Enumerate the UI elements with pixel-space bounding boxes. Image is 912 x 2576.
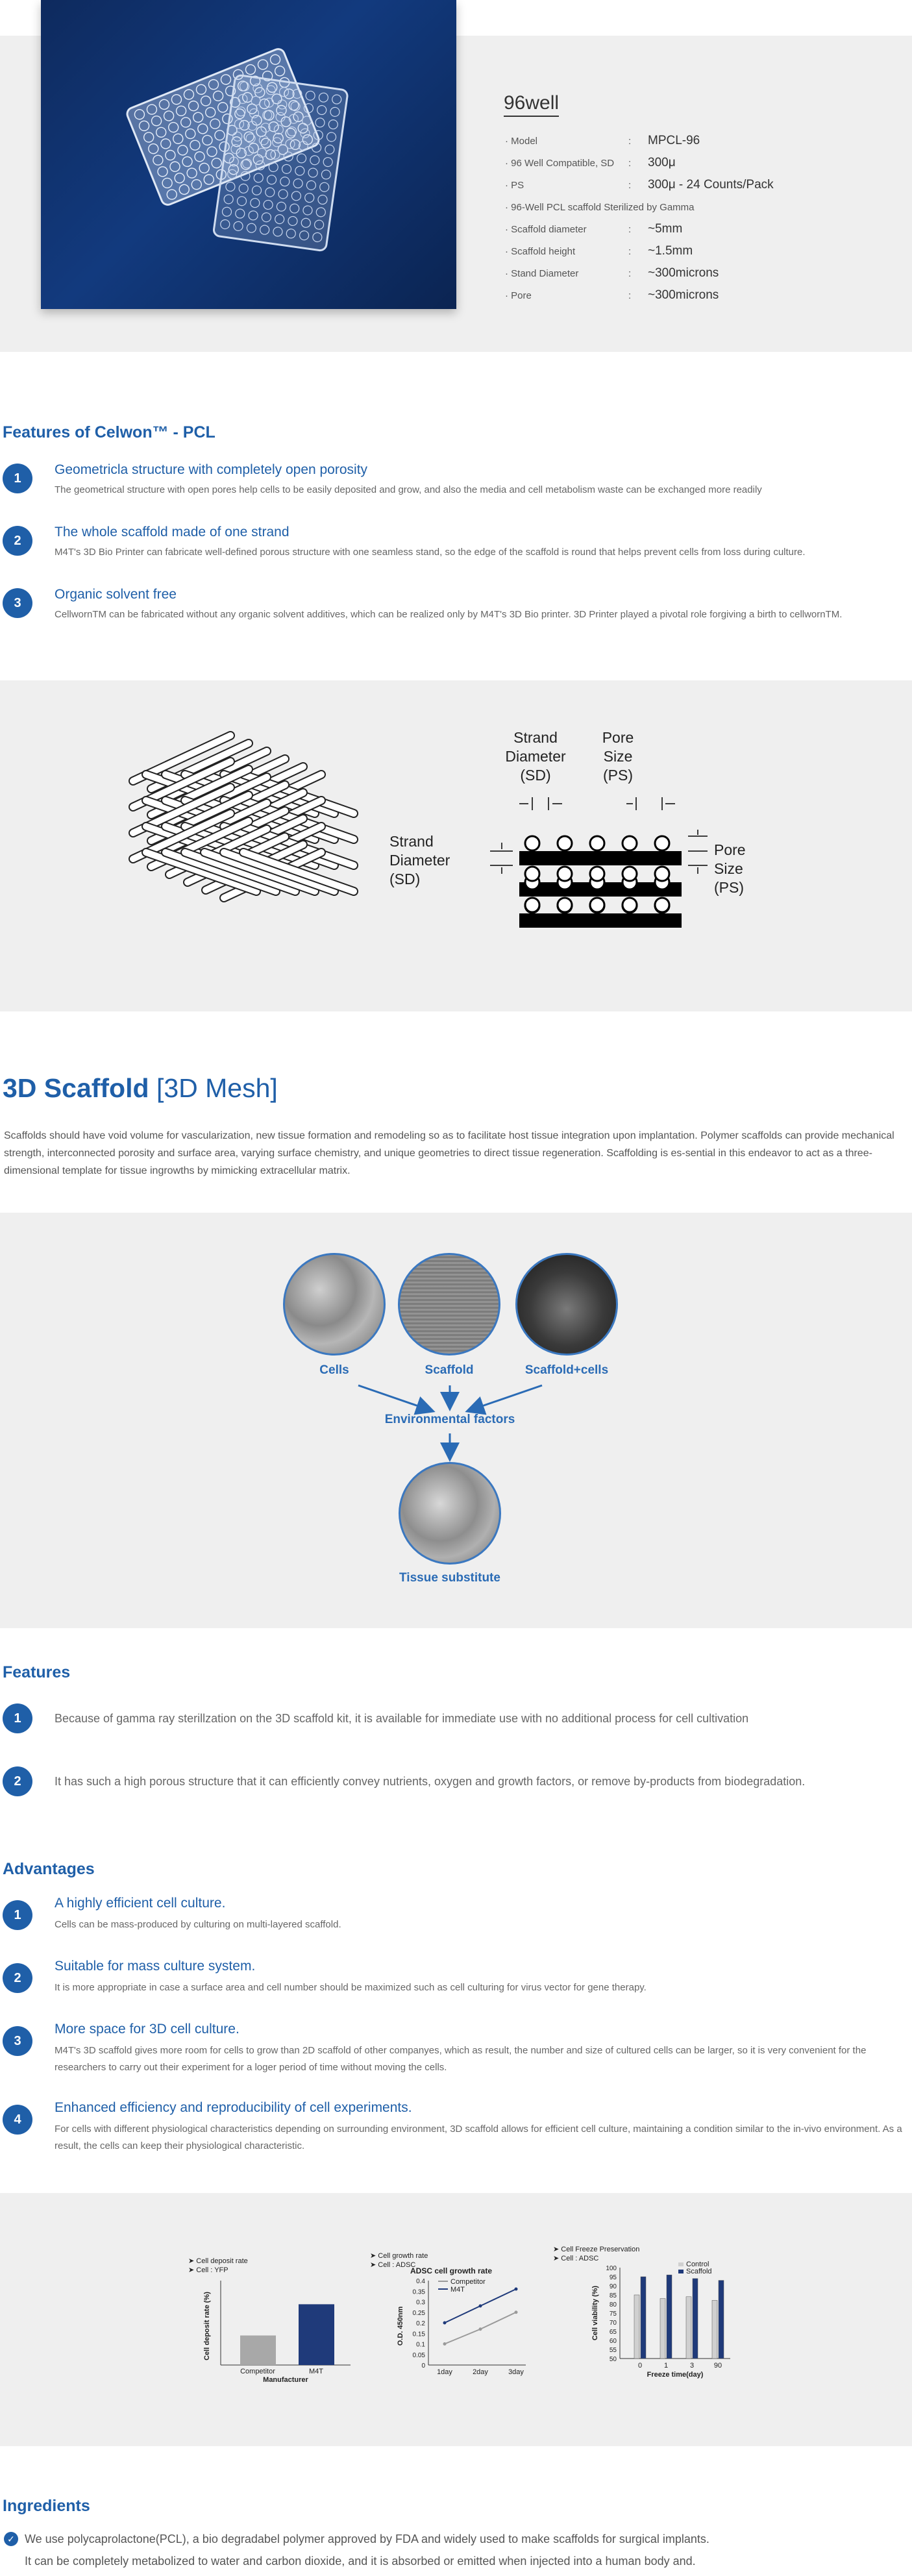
chart3-note: ➤ Cell : ADSC bbox=[553, 2255, 599, 2262]
chart1-category: M4T bbox=[309, 2368, 323, 2375]
advantage-description: For cells with different physiological characteristics depending on surrounding environment, 3D scaffold allows for efficient cell culture, maintaining a condition similar to the in-vivo environment. As a result, the cells can keep their physiological characteristic. bbox=[55, 2124, 902, 2151]
chart3-ytick: 65 bbox=[609, 2329, 617, 2336]
env-factors-label: Environmental factors bbox=[384, 1413, 515, 1426]
spec-row bbox=[505, 262, 719, 284]
advantage-description: M4T's 3D scaffold gives more room for cells to grow than 2D scaffold of other companyes, which as result, the number and size of cultured cells can be larger, so it is very convenient for the researchers to carry out their experiment for a loger period of time without moving the cells. bbox=[55, 2045, 867, 2073]
chart1-ylabel: Cell deposit rate (%) bbox=[203, 2292, 211, 2360]
spec-label: · Pore bbox=[505, 290, 532, 301]
chart3-bar bbox=[719, 2281, 724, 2359]
feature-description: CellwornTM can be fabricated without any organic solvent additives, which can be realized only by M4T's 3D Bio printer. 3D Printer played a pivotal role forgiving a birth to cellwornTM. bbox=[55, 609, 843, 620]
chart2-legend: M4T bbox=[450, 2286, 465, 2294]
spec-value: 300μ bbox=[648, 156, 676, 169]
advantage-number-badge: 3 bbox=[3, 2026, 32, 2056]
feature-number-badge: 1 bbox=[3, 1703, 32, 1733]
spec-label: · Scaffold diameter bbox=[505, 223, 587, 235]
advantage-title: A highly efficient cell culture. bbox=[55, 1896, 226, 1911]
spec-label: · 96-Well PCL scaffold Sterilized by Gamma bbox=[505, 201, 695, 213]
chart3-xlabel: Freeze time(day) bbox=[647, 2371, 704, 2379]
spec-label: · Model bbox=[505, 135, 538, 147]
tissue-label: Tissue substitute bbox=[399, 1571, 500, 1585]
features-pcl-heading: Features of Celwon™ - PCL bbox=[3, 423, 216, 441]
chart3-bar bbox=[693, 2279, 698, 2359]
step-number-badge: 3 bbox=[3, 588, 32, 618]
chart3-ytick: 55 bbox=[609, 2347, 617, 2354]
chart3-ytick: 80 bbox=[609, 2301, 617, 2309]
spec-colon: : bbox=[628, 135, 632, 147]
advantage-description: Cells can be mass-produced by culturing on multi-layered scaffold. bbox=[55, 1919, 341, 1930]
chart2-ytick: 0.2 bbox=[416, 2320, 425, 2327]
chart3-ylabel: Cell viability (%) bbox=[591, 2285, 599, 2341]
chart3-category: 90 bbox=[713, 2362, 722, 2370]
feature-text: Because of gamma ray sterillzation on the 3D scaffold kit, it is available for immediate use with no additional process for cell cultivation bbox=[55, 1712, 749, 1725]
chart3-bar bbox=[641, 2277, 646, 2359]
step-number-badge: 2 bbox=[3, 526, 32, 556]
chart3-bar bbox=[686, 2297, 691, 2359]
spec-value: ~300microns bbox=[648, 288, 719, 302]
chart2-category: 1day bbox=[437, 2368, 452, 2376]
chart3-note: ➤ Cell Freeze Preservation bbox=[553, 2246, 640, 2253]
cross-section-illustration bbox=[490, 797, 708, 928]
features-heading: Features bbox=[3, 1663, 71, 1681]
tissue-image bbox=[399, 1462, 501, 1565]
spec-row bbox=[505, 130, 700, 152]
spec-colon: : bbox=[628, 223, 632, 235]
spec-value: MPCL-96 bbox=[648, 134, 700, 147]
ingredients-line-1: We use polycaprolactone(PCL), a bio degradabel polymer approved by FDA and widely used to make scaffolds for surgical implants. bbox=[25, 2533, 709, 2545]
chart2-point bbox=[479, 2305, 482, 2308]
diagram-label-sd-left: Strand Diameter (SD) bbox=[389, 833, 450, 887]
chart3-category: 1 bbox=[663, 2362, 669, 2370]
chart1-note: ➤ Cell deposit rate bbox=[188, 2257, 248, 2265]
chart2-point bbox=[515, 2310, 518, 2314]
product-photo bbox=[41, 0, 456, 309]
well-plate-image bbox=[41, 0, 456, 309]
chart2-point bbox=[443, 2322, 447, 2325]
spec-label: · 96 Well Compatible, SD bbox=[505, 157, 615, 169]
advantage-title: Enhanced efficiency and reproducibility of cell experiments. bbox=[55, 2100, 412, 2115]
scaffold-structure-diagram bbox=[0, 680, 912, 1011]
spec-value: ~1.5mm bbox=[648, 244, 693, 258]
scaffold-heading: 3D Scaffold [3D Mesh] bbox=[3, 1073, 278, 1103]
chart3-bar bbox=[660, 2299, 665, 2359]
chart3-ytick: 70 bbox=[609, 2320, 617, 2327]
chart3-ytick: 90 bbox=[609, 2283, 617, 2290]
chart3-ytick: 85 bbox=[609, 2292, 617, 2299]
chart2-ytick: 0.1 bbox=[416, 2341, 425, 2349]
chart2-ytick: 0.3 bbox=[416, 2299, 425, 2307]
chart1-note: ➤ Cell : YFP bbox=[188, 2266, 228, 2274]
strand-diagram-panel bbox=[0, 680, 912, 1011]
spec-row bbox=[505, 240, 693, 262]
spec-colon: : bbox=[628, 179, 632, 191]
spec-value: 300μ - 24 Counts/Pack bbox=[648, 178, 774, 192]
diagram-label-ps-right: Pore Size (PS) bbox=[714, 841, 746, 896]
advantage-title: Suitable for mass culture system. bbox=[55, 1959, 256, 1974]
feature-title: The whole scaffold made of one strand bbox=[55, 525, 290, 539]
chart3-legend: Scaffold bbox=[686, 2268, 712, 2275]
chart2-note: ➤ Cell growth rate bbox=[370, 2252, 428, 2260]
advantage-number-badge: 4 bbox=[3, 2105, 32, 2135]
chart3-ytick: 95 bbox=[609, 2274, 617, 2281]
chart3-bar bbox=[667, 2275, 672, 2359]
chart2-legend: Competitor bbox=[450, 2278, 486, 2286]
chart3-bar bbox=[712, 2300, 717, 2359]
feature-number-badge: 2 bbox=[3, 1766, 32, 1796]
chart1-bar bbox=[240, 2336, 276, 2366]
diagram-label-sd-top: Strand Diameter (SD) bbox=[505, 729, 566, 784]
spec-colon: : bbox=[628, 267, 632, 279]
spec-value: ~5mm bbox=[648, 222, 683, 236]
spec-row bbox=[505, 196, 695, 218]
scaffold-cells-label: Scaffold+cells bbox=[524, 1363, 609, 1377]
chart2-ytick: 0.4 bbox=[416, 2278, 425, 2285]
chart2-ylabel: O.D. 450nm bbox=[397, 2306, 404, 2346]
chart3-ytick: 75 bbox=[609, 2310, 617, 2318]
advantage-description: It is more appropriate in case a surface area and cell number should be maximized such as cell culturing for virus vector for gene therapy. bbox=[55, 1982, 647, 1993]
product-title: 96well bbox=[504, 92, 559, 117]
tissue-flow-panel bbox=[0, 1213, 912, 1628]
cells-label: Cells bbox=[319, 1363, 349, 1377]
chart3-category: 3 bbox=[689, 2362, 695, 2370]
lattice-illustration bbox=[133, 736, 354, 898]
scaffold-paragraph: Scaffolds should have void volume for vascularization, new tissue formation and remodeling so as to facilitate host tissue integration upon implantation. Polymer scaffolds can provide mechanical strength, interconnected porosity and surface area, varying surface chemistry, and unique geometries to direct tissue regeneration. Scaffolding is es-sential in this endeavor to act as a three-dimensional template for tissue ingrowths by mimicking extracellular matrix. bbox=[4, 1130, 894, 1176]
chart2-ytick: 0.25 bbox=[412, 2309, 425, 2317]
chart2-ytick: 0 bbox=[421, 2362, 425, 2370]
feature-text: It has such a high porous structure that it can efficiently convey nutrients, oxygen and growth factors, or remove by-products from biodegradation. bbox=[55, 1775, 806, 1788]
chart2-category: 3day bbox=[508, 2368, 524, 2376]
spec-label: · Stand Diameter bbox=[505, 267, 579, 279]
spec-row bbox=[505, 284, 719, 306]
ingredients-check-icon: ✓ bbox=[4, 2532, 18, 2546]
advantage-number-badge: 1 bbox=[3, 1900, 32, 1930]
advantages-heading: Advantages bbox=[3, 1860, 95, 1878]
feature-description: The geometrical structure with open pores help cells to be easily deposited and grow, and also the media and cell metabolism waste can be exchanged more readily bbox=[55, 484, 762, 495]
spec-label: · Scaffold height bbox=[505, 245, 576, 257]
chart2-ytick: 0.05 bbox=[412, 2351, 425, 2359]
charts-panel bbox=[0, 2193, 912, 2446]
chart3-ytick: 100 bbox=[606, 2265, 617, 2272]
spec-row bbox=[505, 152, 676, 174]
chart1-category: Competitor bbox=[240, 2368, 275, 2375]
chart2-point bbox=[443, 2342, 447, 2346]
charts-svg bbox=[0, 2193, 912, 2446]
feature-title: Organic solvent free bbox=[55, 587, 177, 602]
chart2-note: ➤ Cell : ADSC bbox=[370, 2261, 416, 2269]
scaffold-label: Scaffold bbox=[425, 1363, 474, 1377]
chart2-ytick: 0.35 bbox=[412, 2288, 425, 2296]
feature-description: M4T's 3D Bio Printer can fabricate well-defined porous structure with one seamless stand, so the edge of the scaffold is round that helps prevent cells from loss during culture. bbox=[55, 547, 806, 558]
spec-colon: : bbox=[628, 245, 632, 257]
chart3-category: 0 bbox=[637, 2362, 643, 2370]
advantage-number-badge: 2 bbox=[3, 1963, 32, 1993]
chart3-ytick: 50 bbox=[609, 2356, 617, 2363]
chart2-title: ADSC cell growth rate bbox=[410, 2266, 493, 2275]
chart2-point bbox=[479, 2327, 482, 2331]
advantage-title: More space for 3D cell culture. bbox=[55, 2022, 240, 2037]
feature-title: Geometricla structure with completely open porosity bbox=[55, 462, 368, 477]
chart3-ytick: 60 bbox=[609, 2338, 617, 2345]
chart2-category: 2day bbox=[473, 2368, 488, 2376]
chart3-bar bbox=[634, 2295, 639, 2359]
spec-colon: : bbox=[628, 290, 632, 301]
ingredients-line-2: It can be completely metabolized to water and carbon dioxide, and it is absorbed or emitted when injected into a human body and. bbox=[25, 2555, 696, 2568]
spec-label: · PS bbox=[505, 179, 524, 191]
diagram-label-ps-top: Pore Size (PS) bbox=[602, 729, 634, 784]
chart3-legend: Control bbox=[686, 2260, 709, 2268]
spec-row bbox=[505, 174, 774, 196]
chart2-point bbox=[515, 2288, 518, 2291]
spec-list bbox=[505, 130, 869, 312]
ingredients-heading: Ingredients bbox=[3, 2497, 90, 2515]
spec-value: ~300microns bbox=[648, 266, 719, 280]
step-number-badge: 1 bbox=[3, 464, 32, 493]
spec-row bbox=[505, 218, 682, 240]
spec-colon: : bbox=[628, 157, 632, 169]
chart2-ytick: 0.15 bbox=[412, 2331, 425, 2338]
chart1-xlabel: Manufacturer bbox=[263, 2376, 308, 2384]
chart1-bar bbox=[299, 2304, 334, 2365]
